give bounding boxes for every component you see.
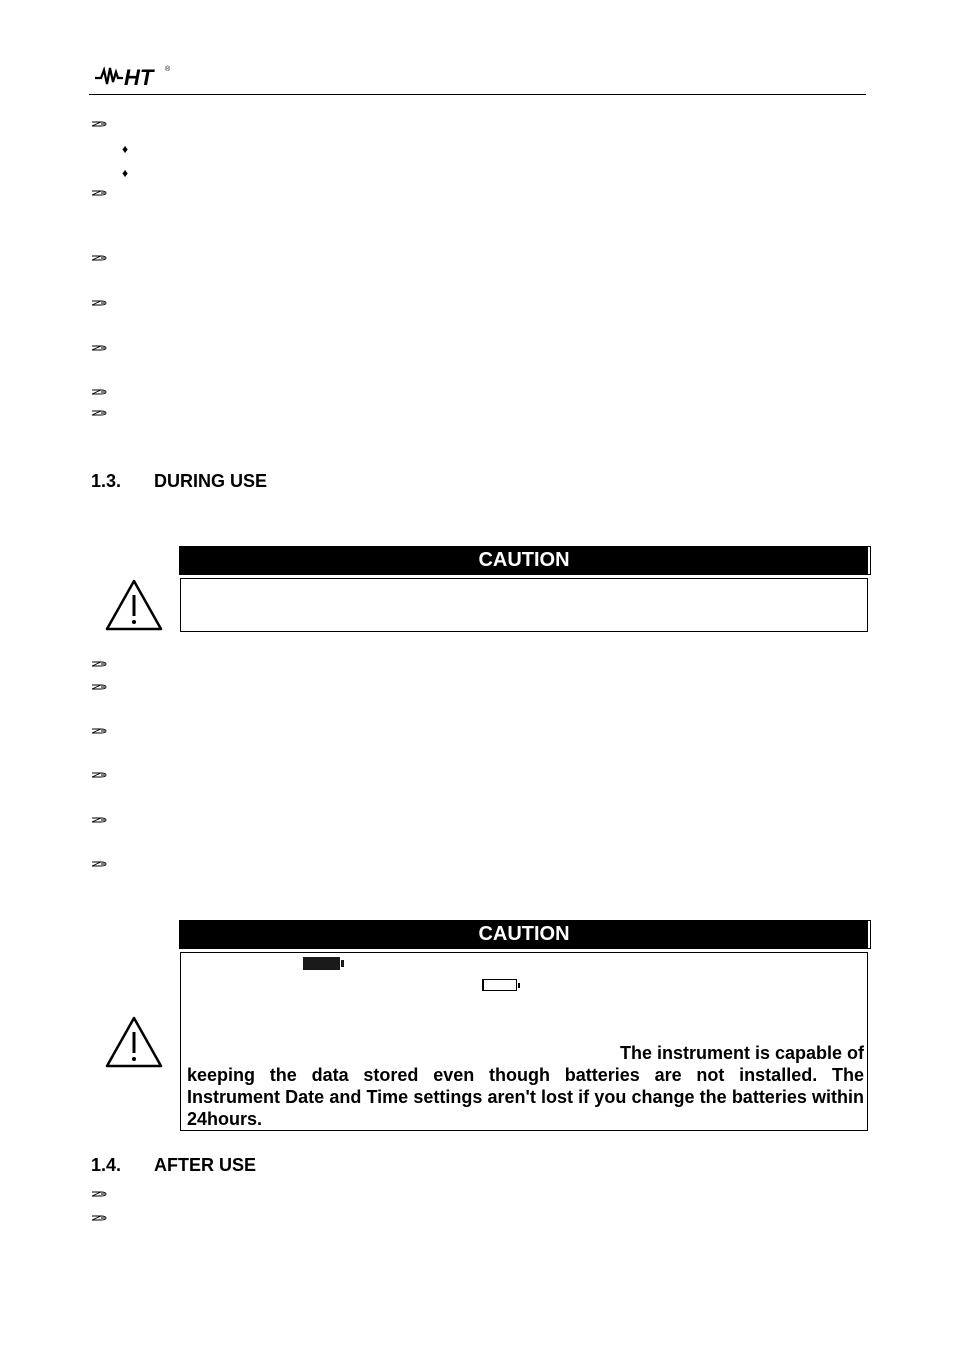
logo-mark: ®	[165, 66, 171, 73]
ht-logo	[93, 63, 171, 89]
pointing-hand-icon	[91, 253, 107, 263]
section-number: 1.3.	[91, 471, 122, 491]
logo-text: HT	[124, 65, 154, 89]
pointing-hand-icon	[91, 188, 107, 198]
pointing-hand-icon	[91, 859, 107, 869]
battery-note-rest: keeping the data stored even though batteries are not installed. The Instrument Date and Time settings aren't lost if you change the batteries within 24hours.	[187, 1065, 864, 1129]
battery-empty-icon	[482, 979, 517, 991]
pointing-hand-icon	[91, 387, 107, 397]
pointing-hand-icon	[91, 343, 107, 353]
header-rule	[89, 94, 866, 95]
pointing-hand-icon	[91, 770, 107, 780]
caution-banner: CAUTION	[180, 547, 870, 574]
section-number: 1.4.	[91, 1155, 122, 1175]
section-title: DURING USE	[154, 471, 268, 491]
pointing-hand-icon	[91, 726, 107, 736]
warning-triangle-icon	[104, 578, 164, 632]
section-title: AFTER USE	[154, 1155, 257, 1175]
pointing-hand-icon	[91, 682, 107, 692]
battery-note	[187, 1042, 864, 1130]
caution-box	[180, 578, 868, 632]
caution-banner: CAUTION	[180, 921, 870, 948]
pointing-hand-icon	[91, 1189, 107, 1199]
pointing-hand-icon	[91, 815, 107, 825]
pointing-hand-icon	[91, 659, 107, 669]
pointing-hand-icon	[91, 119, 107, 129]
section-heading-after-use	[91, 1155, 391, 1175]
warning-triangle-icon	[104, 1015, 164, 1069]
battery-full-icon	[303, 957, 340, 970]
battery-note-line1: The instrument is capable of	[619, 1043, 864, 1063]
diamond-icon: ♦	[122, 166, 129, 180]
pointing-hand-icon	[91, 1213, 107, 1223]
pointing-hand-icon	[91, 408, 107, 418]
diamond-icon: ♦	[122, 142, 129, 156]
pointing-hand-icon	[91, 298, 107, 308]
section-heading-during-use	[91, 471, 391, 491]
